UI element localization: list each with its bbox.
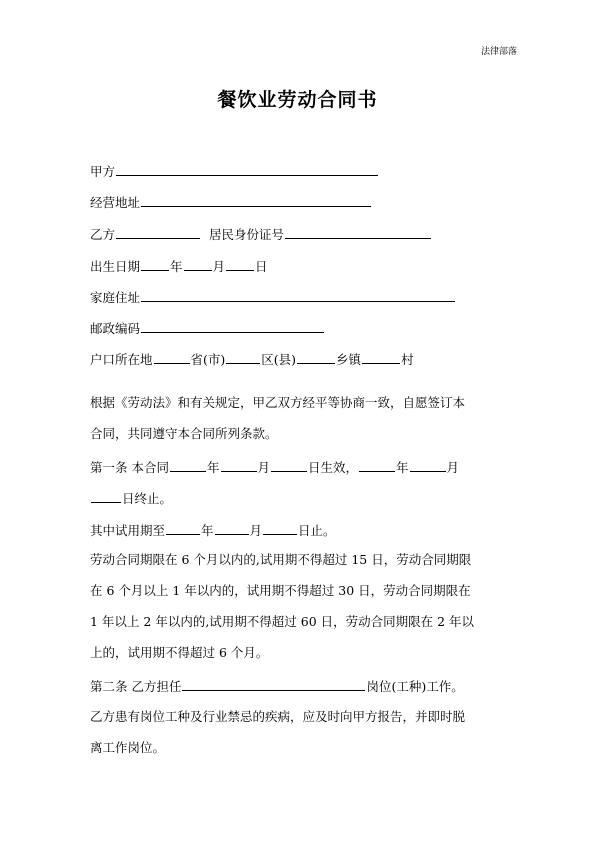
start-month-label: 月 (257, 460, 271, 475)
town-label: 乡镇 (336, 352, 362, 367)
start-year-label: 年 (206, 460, 220, 475)
trial-day-blank[interactable] (263, 521, 297, 535)
rule-line-3: 1 年以上 2 年以内的,试用期不得超过 60 日，劳动合同期限在 2 年以 (90, 614, 475, 629)
health-line-2: 离工作岗位。 (90, 740, 166, 755)
party-a-blank[interactable] (116, 162, 378, 176)
end-label: 日终止。 (122, 491, 173, 506)
rule-line-4: 上的，试用期不得超过 6 个月。 (90, 645, 269, 660)
health-line-1: 乙方患有岗位工种及行业禁忌的疾病，应及时向甲方报告，并即时脱 (90, 709, 466, 724)
postcode-label: 邮政编码 (90, 321, 141, 336)
province-label: 省(市) (190, 352, 226, 367)
end-day-blank[interactable] (91, 489, 121, 503)
birth-day-blank[interactable] (226, 257, 254, 271)
home-row (90, 288, 456, 306)
position-label: 岗位(工种)工作。 (366, 679, 464, 694)
home-label: 家庭住址 (90, 290, 141, 305)
article-1-end-row (90, 489, 172, 507)
article-1-row (90, 458, 459, 476)
end-month-blank[interactable] (410, 458, 446, 472)
birth-month-label: 月 (212, 259, 226, 274)
intro-line-1: 根据《劳动法》和有关规定，甲乙双方经平等协商一致，自愿签订本 (90, 395, 466, 410)
trial-label: 其中试用期至 (90, 523, 166, 538)
town-blank[interactable] (297, 350, 335, 364)
home-blank[interactable] (141, 288, 455, 302)
party-b-row (90, 225, 432, 243)
trial-row (90, 521, 336, 539)
end-month-label: 月 (446, 460, 460, 475)
trial-year-label: 年 (201, 523, 214, 538)
birth-month-blank[interactable] (184, 257, 212, 271)
end-year-blank[interactable] (359, 458, 395, 472)
trial-year-blank[interactable] (166, 521, 200, 535)
birth-year-blank[interactable] (141, 257, 169, 271)
village-blank[interactable] (362, 350, 400, 364)
position-blank[interactable] (182, 677, 365, 691)
party-a-row (90, 162, 379, 180)
trial-month-blank[interactable] (215, 521, 249, 535)
party-a-label: 甲方 (90, 164, 116, 179)
party-b-blank[interactable] (116, 225, 200, 239)
hukou-label: 户口所在地 (90, 352, 153, 367)
start-month-blank[interactable] (221, 458, 257, 472)
header-tag: 法律部落 (480, 47, 517, 57)
address-blank[interactable] (141, 193, 371, 207)
start-effective-label: 日生效， (308, 460, 359, 475)
trial-month-label: 月 (249, 523, 263, 538)
address-row (90, 193, 372, 211)
postcode-blank[interactable] (141, 319, 324, 333)
hukou-row (90, 350, 414, 368)
end-year-label: 年 (396, 460, 409, 475)
birth-label: 出生日期 (90, 259, 141, 274)
start-year-blank[interactable] (170, 458, 206, 472)
birth-row (90, 257, 268, 275)
article-2-row (90, 677, 464, 695)
birth-day-label: 日 (255, 259, 268, 274)
party-b-label: 乙方 (90, 227, 116, 242)
id-label: 居民身份证号 (208, 227, 284, 242)
id-blank[interactable] (285, 225, 431, 239)
province-blank[interactable] (154, 350, 190, 364)
rule-line-2: 在 6 个月以上 1 年以内的，试用期不得超过 30 日，劳动合同期限在 (90, 583, 471, 598)
district-blank[interactable] (226, 350, 260, 364)
article-1-label: 第一条 本合同 (90, 460, 169, 475)
trial-end-label: 日止。 (298, 523, 336, 538)
intro-line-2: 合同，共同遵守本合同所列条款。 (90, 426, 278, 441)
article-2-label: 第二条 乙方担任 (90, 679, 182, 694)
district-label: 区(县) (261, 352, 297, 367)
rule-line-1: 劳动合同期限在 6 个月以内的,试用期不得超过 15 日，劳动合同期限 (90, 552, 472, 567)
start-day-blank[interactable] (271, 458, 307, 472)
birth-year-label: 年 (170, 259, 183, 274)
postcode-row (90, 319, 325, 337)
document-title: 餐饮业劳动合同书 (217, 89, 378, 111)
village-label: 村 (401, 352, 414, 367)
address-label: 经营地址 (90, 195, 141, 210)
